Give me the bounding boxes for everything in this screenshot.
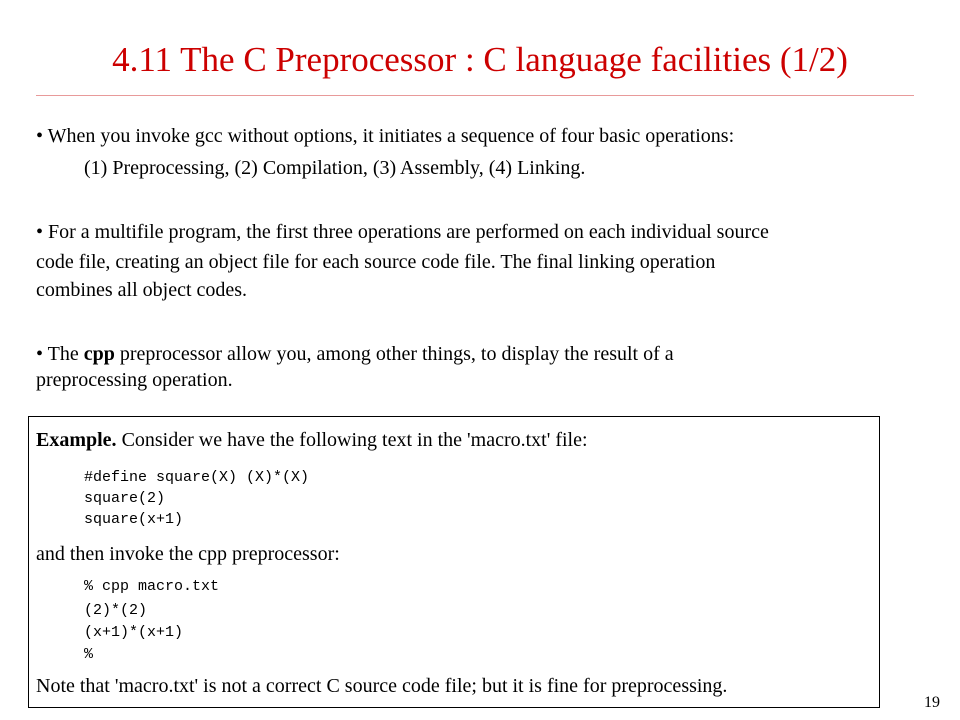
cpp-term: cpp: [83, 343, 115, 365]
example-label: Example.: [36, 429, 117, 451]
example-middle-text: and then invoke the cpp preprocessor:: [36, 543, 340, 565]
code-line: %: [84, 646, 94, 663]
example-note: Note that 'macro.txt' is not a correct C source code file; but it is fine for preprocessing.: [36, 675, 728, 697]
bullet-3-line-1: [36, 341, 674, 368]
title-divider: [36, 95, 914, 96]
bullet-2-line-3: combines all object codes.: [36, 279, 248, 301]
bullet-3-line-2: preprocessing operation.: [36, 369, 233, 391]
bullet-2-line-2: code file, creating an object file for each source code file. The final linking operation: [36, 251, 716, 273]
code-line: square(2): [84, 490, 166, 507]
code-line: % cpp macro.txt: [84, 578, 220, 595]
slide-title: 4.11 The C Preprocessor : C language facilities (1/2): [112, 40, 848, 79]
code-line: square(x+1): [84, 511, 184, 528]
code-line: #define square(X) (X)*(X): [84, 469, 310, 486]
page-number: 19: [924, 694, 940, 711]
code-line: (x+1)*(x+1): [84, 624, 184, 641]
example-heading: [36, 427, 588, 454]
bullet-3-prefix: • The: [36, 343, 84, 365]
bullet-1-line-1: • When you invoke gcc without options, it initiates a sequence of four basic operations:: [36, 125, 735, 147]
bullet-3-rest: preprocessor allow you, among other things, to display the result of a: [114, 343, 674, 365]
bullet-2-line-1: • For a multifile program, the first three operations are performed on each individual source: [36, 221, 769, 243]
bullet-1-line-2: (1) Preprocessing, (2) Compilation, (3) Assembly, (4) Linking.: [84, 157, 586, 179]
example-intro: Consider we have the following text in the 'macro.txt' file:: [116, 429, 588, 451]
code-line: (2)*(2): [84, 602, 148, 619]
